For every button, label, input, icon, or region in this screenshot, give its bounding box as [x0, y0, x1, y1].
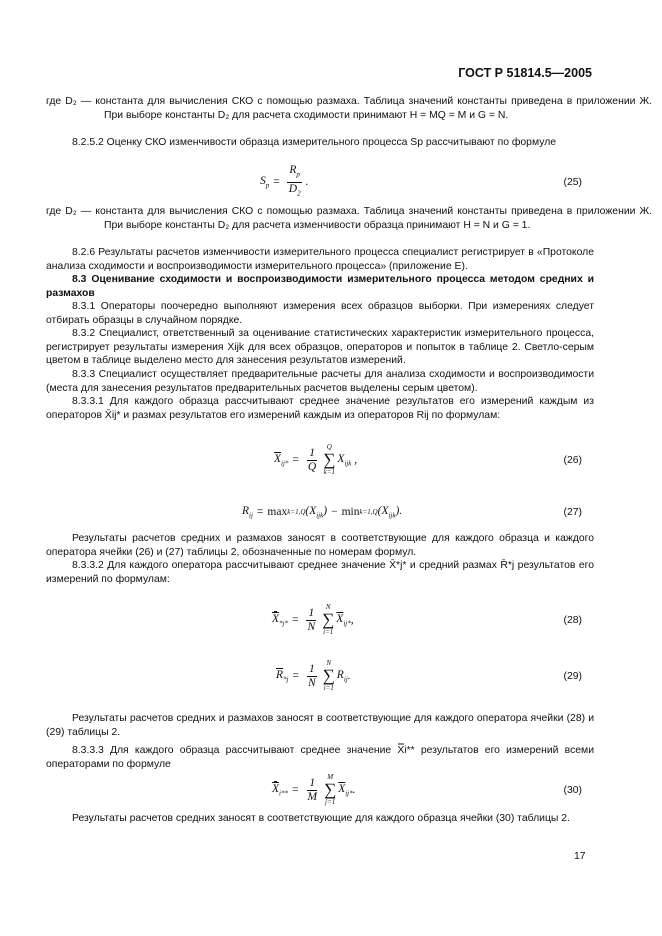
- formula-29-body: $\overline{R}_{*j}$ = $\frac{1}{N}$ N ∑ i=1 $R_{ij}$ .: [276, 659, 351, 692]
- formula-25-body: $S_p$ = $\frac{R_p}{D_2}$ .: [260, 164, 309, 197]
- formula-30-number: (30): [563, 784, 582, 796]
- formula-27: [46, 492, 594, 532]
- standard-header: ГОСТ Р 51814.5—2005: [458, 66, 592, 80]
- formula-26: [46, 440, 594, 480]
- paragraph-8-3-1: 8.3.1 Операторы поочередно выполняют измерения всех образцов выборки. При измерениях следует отбирать образцы в случайном порядке.: [46, 301, 594, 326]
- formula-29: [46, 656, 594, 696]
- paragraph-results-28-29: Результаты расчетов средних и размахов заносят в соответствующие для каждого оператора ячейки (28) и (29) таблицы 2.: [46, 713, 594, 738]
- paragraph-8-3-3: 8.3.3 Специалист осуществляет предварительные расчеты для анализа сходимости и воспроизводимости (места для занесения результатов предварительных расчетов выделены серым цветом).: [46, 369, 594, 394]
- paragraph-8-3-3-2: 8.3.3.2 Для каждого оператора рассчитывают среднее значение X̄*j* и средний размах R̄*j результатов его измерений по формулам:: [46, 560, 594, 585]
- paragraph-8-3-2: 8.3.2 Специалист, ответственный за оценивание статистических характеристик измерительного процесса, регистрирует результаты измерения Xijk для всех образцов, операторов и попыток в таблице 2. Светло-серым цветом в таблице выделено место для занесения результатов измерений.: [46, 328, 594, 366]
- section-heading-8-3: 8.3 Оценивание сходимости и воспроизводимости измерительного процесса методом средних и размахов: [46, 274, 594, 299]
- formula-25: [46, 162, 594, 202]
- formula-26-body: $\overline{X}_{ij*}$ = $\frac{1}{Q}$ Q ∑ k=1 $X_{ijk}$ ,: [274, 443, 358, 476]
- formula-28-body: $X_{*j*}$ = $\frac{1}{N}$ N ∑ i=1 $\overline{X}_{ij*}$ ,: [272, 603, 354, 636]
- paragraph-results-26-27: Результаты расчетов средних и размахов заносят в соответствующие для каждого образца и каждого оператора ячейки (26) и (27) таблицы 2, обозначенные по номерам формул.: [46, 533, 594, 558]
- paragraph-d2-definition-2: где D₂ — константа для вычисления СКО с помощью размаха. Таблица значений константы приведена в приложении Ж. При выборе константы D₂ для расчета изменчивости образца принимают H = N и G = 1.: [46, 206, 652, 231]
- formula-28-number: (28): [563, 614, 582, 626]
- formula-26-number: (26): [563, 454, 582, 466]
- paragraph-8-2-5-2: 8.2.5.2 Оценку СКО изменчивости образца измерительного процесса Sp рассчитывают по формуле: [72, 137, 557, 148]
- paragraph-8-2-6: 8.2.6 Результаты расчетов изменчивости измерительного процесса специалист регистрирует в «Протоколе анализа сходимости и воспроизводимости измерительного процесса» (приложение Е).: [46, 247, 594, 272]
- paragraph-8-3-3-1: 8.3.3.1 Для каждого образца рассчитывают среднее значение результатов его измерений каждым из операторов X̄ij* и размах результатов его измерений каждым из операторов Rij по формулам:: [46, 396, 594, 421]
- formula-28: [46, 600, 594, 640]
- formula-30-body: $X_{i**}$ = $\frac{1}{M}$ M ∑ j=1 $\overline{X}_{ij*}$ .: [272, 773, 356, 806]
- formula-27-body: $R_{ij}$ = max k=1,Q $(X_{ijk})$ − min k=1,Q $(X_{ijk})$.: [242, 504, 403, 520]
- formula-30: [46, 770, 594, 810]
- page-number: 17: [574, 851, 586, 862]
- formula-27-number: (27): [563, 506, 582, 518]
- paragraph-d2-definition-1: где D₂ — константа для вычисления СКО с помощью размаха. Таблица значений константы приведена в приложении Ж. При выборе константы D₂ для расчета сходимости принимают H = MQ = M и G = N.: [46, 96, 652, 121]
- formula-29-number: (29): [563, 670, 582, 682]
- paragraph-results-30: Результаты расчетов средних заносят в соответствующие для каждого образца ячейки (30) таблицы 2.: [72, 813, 570, 824]
- paragraph-8-3-3-3: 8.3.3.3 Для каждого образца рассчитывают среднее значение X̿i** результатов его измерений всеми операторами по формуле: [46, 745, 594, 770]
- formula-25-number: (25): [563, 176, 582, 188]
